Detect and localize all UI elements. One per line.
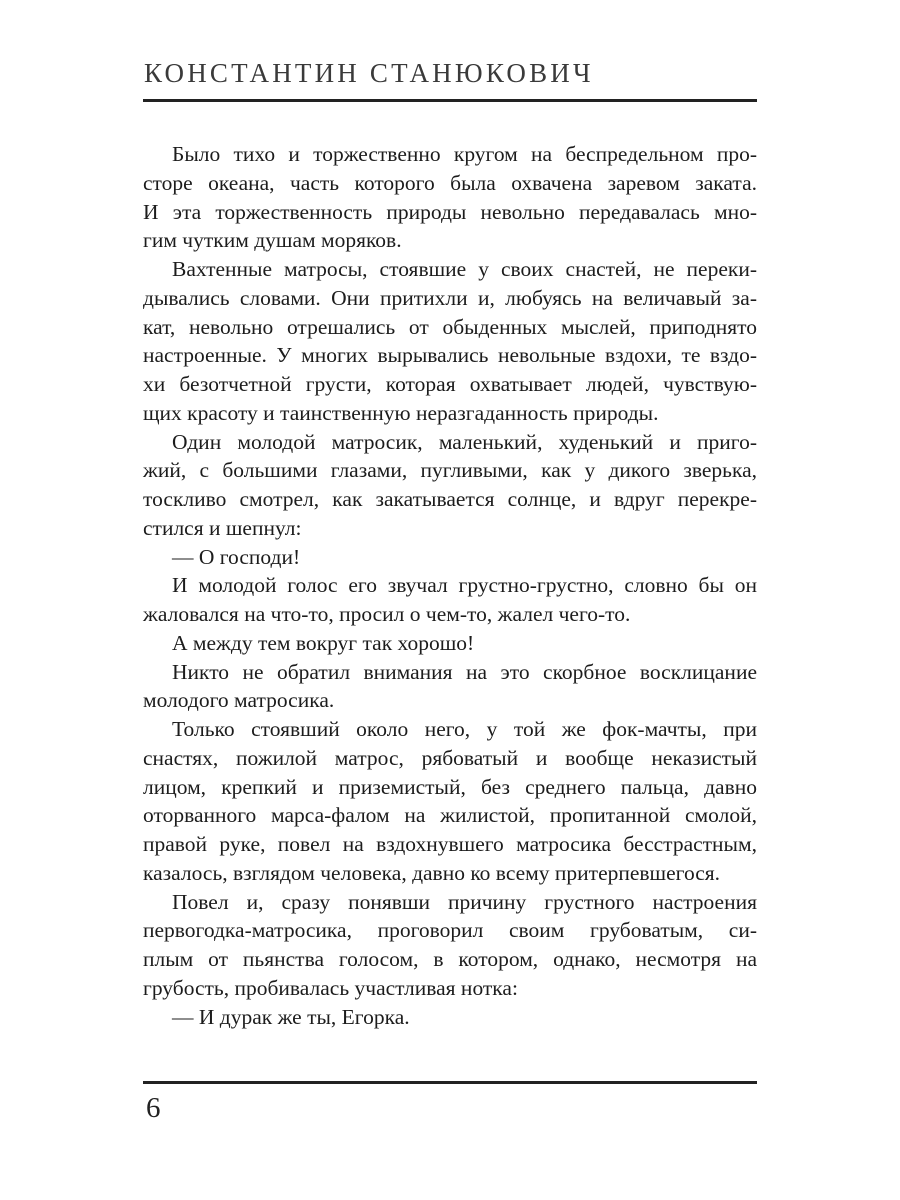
text-line: тоскливо смотрел, как закатывается солнце, и вдруг перекре- bbox=[143, 487, 757, 511]
page-number: 6 bbox=[146, 1092, 161, 1124]
text-line: Никто не обратил внимания на это скорбное восклицание bbox=[172, 659, 757, 684]
text-line: молодого матросика. bbox=[143, 688, 335, 713]
text-line: Повел и, сразу понявши причину грустного настроения bbox=[172, 889, 757, 914]
text-line: сторе океана, часть которого была охвачена заревом заката. bbox=[143, 170, 757, 195]
text-line: гим чутким душам моряков. bbox=[143, 228, 402, 253]
text-line: правой руке, повел на вздохнувшего матросика бесстрастным, bbox=[143, 832, 757, 856]
text-line: дывались словами. Они притихли и, любуясь на величавый за- bbox=[143, 285, 757, 310]
text-line: Вахтенные матросы, стоявшие у своих снастей, не переки- bbox=[172, 257, 757, 281]
text-line: хи безотчетной грусти, которая охватывает людей, чувствую- bbox=[143, 372, 757, 396]
text-line: Один молодой матросик, маленький, худенький и приго- bbox=[172, 429, 757, 454]
text-line: плым от пьянства голосом, в котором, однако, несмотря на bbox=[143, 947, 757, 971]
text-line: кат, невольно отрешались от обыденных мыслей, приподнято bbox=[143, 314, 757, 339]
text-line: — О господи! bbox=[172, 544, 301, 569]
paragraph bbox=[143, 571, 757, 629]
paragraph bbox=[143, 255, 757, 428]
text-line: И эта торжественность природы невольно передавалась мно- bbox=[143, 199, 757, 224]
text-line: оторванного марса-фалом на жилистой, пропитанной смолой, bbox=[143, 803, 757, 828]
paragraph bbox=[143, 629, 757, 658]
header-rule bbox=[143, 99, 757, 102]
running-head-author: КОНСТАНТИН СТАНЮКОВИЧ bbox=[144, 58, 594, 88]
text-line: снастях, пожилой матрос, рябоватый и вообще неказистый bbox=[143, 745, 757, 770]
text-line: И молодой голос его звучал грустно-грустно, словно бы он bbox=[172, 573, 757, 598]
text-line: казалось, взглядом человека, давно ко всему притерпевшегося. bbox=[143, 860, 721, 885]
paragraph bbox=[143, 658, 757, 716]
body-text bbox=[143, 140, 757, 1031]
text-line: А между тем вокруг так хорошо! bbox=[172, 630, 475, 655]
text-line: настроенные. У многих вырывались невольные вздохи, те вздо- bbox=[143, 343, 757, 368]
text-line: Только стоявший около него, у той же фок-мачты, при bbox=[172, 717, 757, 741]
paragraph bbox=[143, 428, 757, 543]
text-line: щих красоту и таинственную неразгаданность природы. bbox=[143, 400, 659, 425]
paragraph bbox=[143, 1003, 757, 1032]
paragraph bbox=[143, 543, 757, 572]
text-line: — И дурак же ты, Егорка. bbox=[172, 1004, 410, 1029]
text-line: лицом, крепкий и приземистый, без среднего пальца, давно bbox=[143, 774, 757, 799]
text-line: жий, с большими глазами, пугливыми, как у дикого зверька, bbox=[143, 458, 757, 483]
paragraph bbox=[143, 888, 757, 1003]
footer-rule bbox=[143, 1081, 757, 1084]
text-line: Было тихо и торжественно кругом на беспредельном про- bbox=[172, 142, 757, 166]
text-line: стился и шепнул: bbox=[143, 515, 302, 540]
paragraph bbox=[143, 140, 757, 255]
paragraph bbox=[143, 715, 757, 888]
text-line: грубость, пробивалась участливая нотка: bbox=[143, 975, 518, 1000]
text-line: первогодка-матросика, проговорил своим грубоватым, си- bbox=[143, 918, 757, 943]
text-line: жаловался на что-то, просил о чем-то, жалел чего-то. bbox=[143, 602, 631, 626]
